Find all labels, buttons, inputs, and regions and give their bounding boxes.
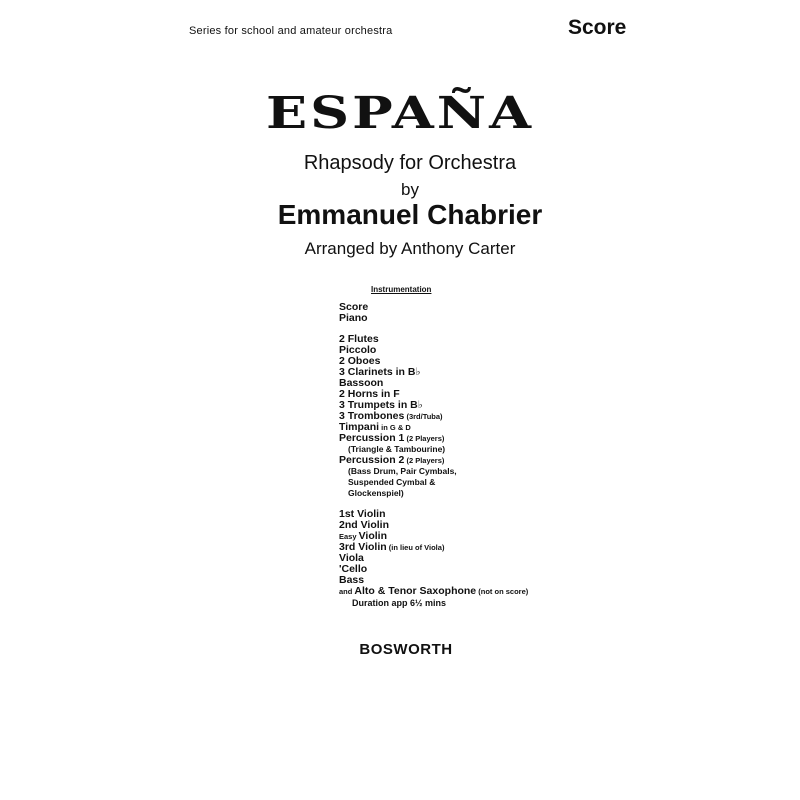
instrument-name: 'Cello [339,563,368,575]
composer-name: Emmanuel Chabrier [277,199,543,230]
instrument-name: Percussion 1 [339,432,405,444]
instrument-subnote: (Triangle & Tambourine) [348,444,446,454]
instrument-name: 3 Trumpets in B♭ [339,399,423,411]
instrument-name: Alto & Tenor Saxophone [354,585,477,597]
instrument-subnote: Glockenspiel) [348,488,404,498]
instrument-name: Piccolo [339,344,377,356]
instrument-note: in G & D [379,423,411,432]
instrument-note: (2 Players) [404,434,445,443]
instrument-note: (3rd/Tuba) [404,412,443,421]
score-label: Score [568,16,627,39]
instrument-name: Bass [339,574,365,586]
instrument-prefix: and [339,587,355,596]
instrument-line [339,553,629,564]
publisher-name: BOSWORTH [359,641,453,658]
instrument-name: 3 Trombones [339,410,405,422]
instrument-line: Score [339,301,369,313]
instrument-group-strings [339,509,629,597]
instrument-name: Bassoon [339,377,384,389]
instrument-line [339,455,629,466]
instrument-name: Percussion 2 [339,454,405,466]
instrument-subnote: Suspended Cymbal & [348,477,436,487]
instrument-line [339,586,629,597]
instrument-name: Violin [358,530,388,542]
instrumentation-list [339,302,629,597]
instrument-group-winds-percussion [339,334,629,499]
instrument-group-score [339,302,629,324]
instrument-line [339,542,629,553]
series-label: Series for school and amateur orchestra [189,25,393,37]
instrument-name: 3rd Violin [339,541,387,553]
instrument-name: 1st Violin [339,508,386,520]
instrument-line [339,433,629,444]
work-subtitle: Rhapsody for Orchestra [303,152,517,174]
instrument-line [339,411,629,422]
instrument-name: Timpani [339,421,380,433]
instrument-name: 2 Oboes [339,355,381,367]
instrument-name: Viola [339,552,364,564]
instrument-note: (not on score) [476,587,529,596]
instrument-name: 2nd Violin [339,519,389,531]
instrument-line [339,345,629,356]
instrument-name: 2 Flutes [339,333,379,345]
duration-note: Duration app 6½ mins [352,598,447,608]
arranger-credit: Arranged by Anthony Carter [304,239,516,258]
instrument-prefix: Easy [339,532,359,541]
instrument-subnote: (Bass Drum, Pair Cymbals, [348,466,457,476]
instrument-name: 2 Horns in F [339,388,400,400]
instrument-note: (in lieu of Viola) [386,543,445,552]
instrument-note: (2 Players) [404,456,445,465]
instrument-line [339,334,629,345]
group-gap [339,324,629,334]
work-title: ESPAÑA [266,86,534,139]
by-label: by [401,180,419,199]
instrument-name: 3 Clarinets in B♭ [339,366,421,378]
instrumentation-heading: Instrumentation [371,285,432,294]
instrument-line [339,564,629,575]
instrument-line: Piano [339,312,368,324]
